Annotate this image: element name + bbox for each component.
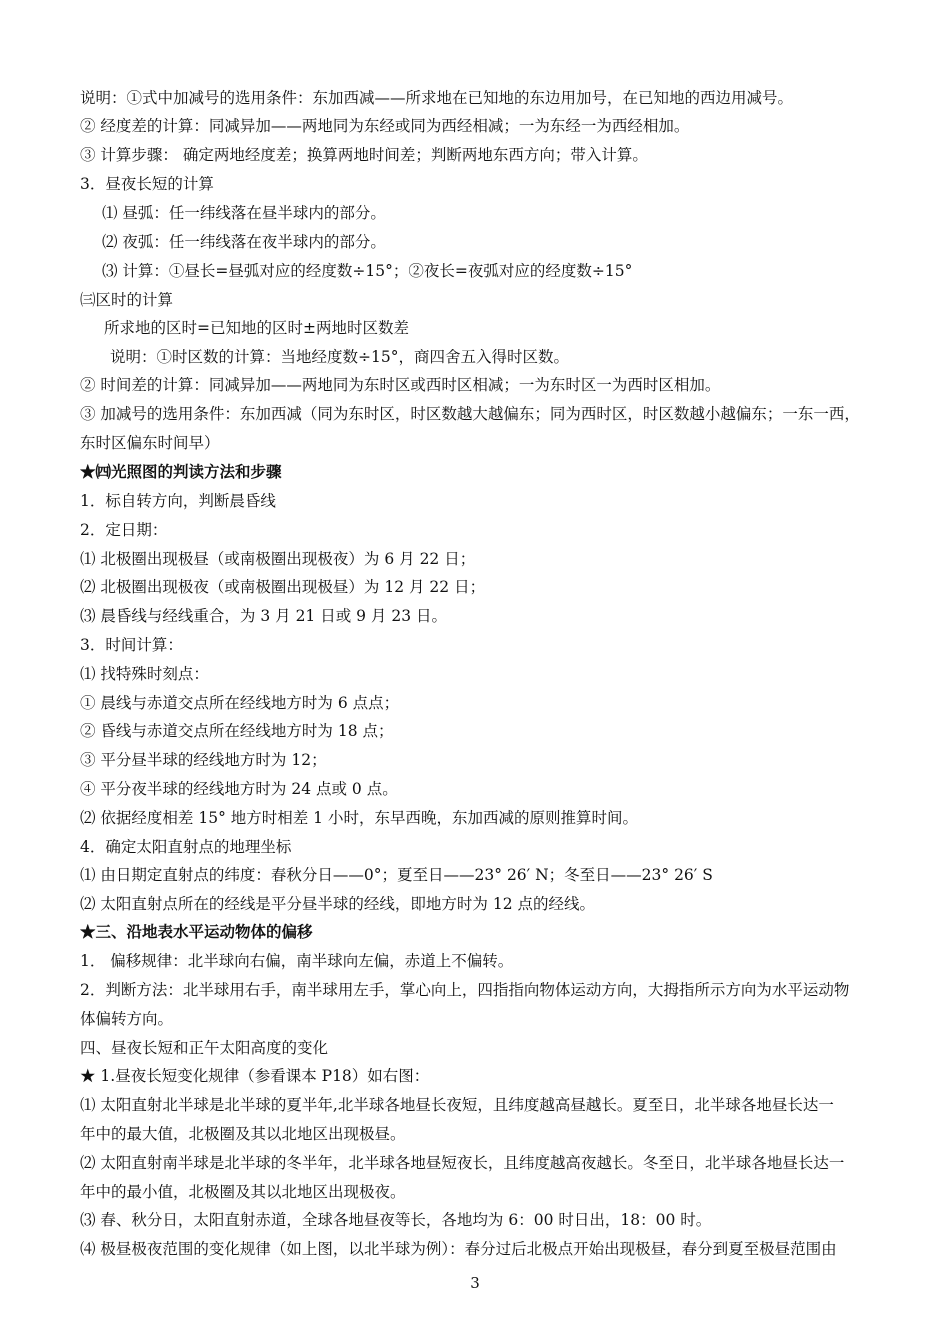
text-line: ③ 平分昼半球的经线地方时为 12； <box>80 751 327 769</box>
text-line: 所求地的区时=已知地的区时±两地时区数差 <box>104 319 409 337</box>
text-line: 4．确定太阳直射点的地理坐标 <box>80 838 292 856</box>
text-line: ① 晨线与赤道交点所在经线地方时为 6 点点； <box>80 694 400 712</box>
text-line: ⑶ 春、秋分日，太阳直射赤道，全球各地昼夜等长，各地均为 6：00 时日出，18：00 时。 <box>80 1211 712 1229</box>
section-heading: 四、昼夜长短和正午太阳高度的变化 <box>80 1039 329 1057</box>
text-line: 说明：①时区数的计算：当地经度数÷15°，商四舍五入得时区数。 <box>110 348 569 366</box>
text-line: 东时区偏东时间早） <box>80 434 220 452</box>
text-line: 3．昼夜长短的计算 <box>80 175 214 193</box>
text-line: ㈢区时的计算 <box>80 291 174 309</box>
text-line: ⑷ 极昼极夜范围的变化规律（如上图，以北半球为例）：春分过后北极点开始出现极昼，春分到夏至极昼范围由 <box>80 1240 837 1258</box>
text-line: ④ 平分夜半球的经线地方时为 24 点或 0 点。 <box>80 780 398 798</box>
text-line: ⑵ 太阳直射点所在的经线是平分昼半球的经线，即地方时为 12 点的经线。 <box>80 895 596 913</box>
text-line: ★ 1.昼夜长短变化规律（参看课本 P18）如右图： <box>80 1067 430 1085</box>
text-line: ⑴ 昼弧：任一纬线落在昼半球内的部分。 <box>102 204 386 222</box>
section-heading: ★㈣光照图的判读方法和步骤 <box>80 462 282 481</box>
text-line: 2．判断方法：北半球用右手，南半球用左手，掌心向上，四指指向物体运动方向，大拇指所示方向为水平运动物 <box>80 981 850 999</box>
text-line: ② 昏线与赤道交点所在经线地方时为 18 点； <box>80 722 394 740</box>
text-line: ② 经度差的计算：同减异加——两地同为东经或同为西经相减；一为东经一为西经相加。 <box>80 117 690 135</box>
text-line: ② 时间差的计算：同减异加——两地同为东时区或西时区相减；一为东时区一为西时区相加。 <box>80 376 721 394</box>
text-line: ⑵ 北极圈出现极夜（或南极圈出现极昼）为 12 月 22 日； <box>80 578 486 596</box>
text-line: ⑵ 依据经度相差 15° 地方时相差 1 小时，东早西晚，东加西减的原则推算时间。 <box>80 809 638 827</box>
text-line: ⑴ 由日期定直射点的纬度：春秋分日——0°；夏至日——23° 26′ N；冬至日——23° 26′ S <box>80 866 713 884</box>
text-line: ③ 计算步骤： 确定两地经度差；换算两地时间差；判断两地东西方向；带入计算。 <box>80 146 648 164</box>
text-line: 1．标自转方向，判断晨昏线 <box>80 492 276 510</box>
text-line: 年中的最大值，北极圈及其以北地区出现极昼。 <box>80 1125 406 1143</box>
text-line: ⑵ 太阳直射南半球是北半球的冬半年，北半球各地昼短夜长，且纬度越高夜越长。冬至日，北半球各地昼长达一 <box>80 1154 845 1172</box>
text-line: ⑴ 找特殊时刻点： <box>80 665 209 683</box>
text-line: ⑴ 太阳直射北半球是北半球的夏半年,北半球各地昼长夜短，且纬度越高昼越长。夏至日，北半球各地昼长达一 <box>80 1096 834 1114</box>
text-line: 年中的最小值，北极圈及其以北地区出现极夜。 <box>80 1183 406 1201</box>
text-line: ⑴ 北极圈出现极昼（或南极圈出现极夜）为 6 月 22 日； <box>80 550 476 568</box>
text-line: 2．定日期： <box>80 521 168 539</box>
page-number: 3 <box>470 1274 480 1292</box>
text-line: 3．时间计算： <box>80 636 183 654</box>
text-line: ⑵ 夜弧：任一纬线落在夜半球内的部分。 <box>102 233 386 251</box>
section-heading: ★三、沿地表水平运动物体的偏移 <box>80 922 313 941</box>
text-line: 1． 偏移规律：北半球向右偏，南半球向左偏，赤道上不偏转。 <box>80 952 514 970</box>
text-line: 体偏转方向。 <box>80 1010 174 1028</box>
text-line: ⑶ 计算：①昼长=昼弧对应的经度数÷15°；②夜长=夜弧对应的经度数÷15° <box>102 262 633 280</box>
text-line: 说明：①式中加减号的选用条件：东加西减——所求地在已知地的东边用加号，在已知地的西边用减号。 <box>80 89 794 107</box>
text-line: ⑶ 晨昏线与经线重合，为 3 月 21 日或 9 月 23 日。 <box>80 607 448 625</box>
text-line: ③ 加减号的选用条件：东加西减（同为东时区，时区数越大越偏东；同为西时区，时区数越小越偏东；一东一西， <box>80 405 860 423</box>
